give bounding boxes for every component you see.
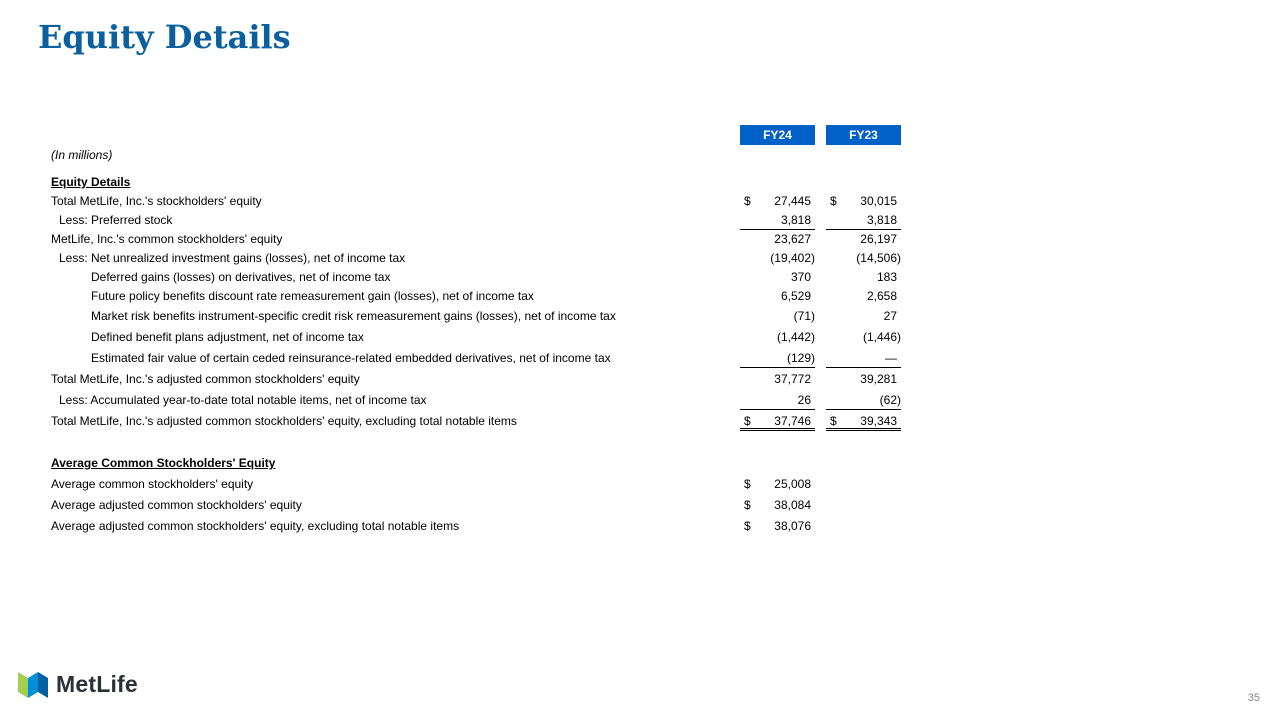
fy23-value: — [885, 351, 897, 365]
row-label: Deferred gains (losses) on derivatives, net of income tax [91, 270, 391, 284]
subtotal-rule [826, 409, 901, 410]
currency-symbol: $ [830, 194, 837, 208]
subtotal-rule [740, 409, 815, 410]
row-label: Total MetLife, Inc.'s adjusted common stockholders' equity, excluding total notable items [51, 414, 517, 428]
subtotal-rule [740, 367, 815, 368]
fy24-value: 27,445 [774, 194, 811, 208]
fy23-value: 39,343 [860, 414, 897, 428]
fy23-value: 183 [876, 270, 897, 284]
subtotal-rule [826, 229, 901, 230]
total-double-rule [740, 428, 815, 431]
fy23-value: 39,281 [860, 372, 897, 386]
fy24-value: (71) [793, 309, 815, 323]
row-label: Total MetLife, Inc.'s stockholders' equity [51, 194, 262, 208]
fy24-value: 38,084 [774, 498, 811, 512]
currency-symbol: $ [744, 519, 751, 533]
fy23-value: (1,446) [862, 330, 901, 344]
page-title: Equity Details [38, 18, 291, 56]
units-note: (In millions) [51, 148, 113, 162]
row-label: Average adjusted common stockholders' equity [51, 498, 302, 512]
fy24-value: 25,008 [774, 477, 811, 491]
row-label: Future policy benefits discount rate remeasurement gain (losses), net of income tax [91, 289, 534, 303]
row-label: Less: Net unrealized investment gains (losses), net of income tax [59, 251, 406, 265]
currency-symbol: $ [744, 477, 751, 491]
row-label: MetLife, Inc.'s common stockholders' equity [51, 232, 283, 246]
subtotal-rule [826, 367, 901, 368]
fy23-value: 30,015 [860, 194, 897, 208]
section-title-equity-details: Equity Details [51, 175, 131, 189]
row-label: Total MetLife, Inc.'s adjusted common stockholders' equity [51, 372, 360, 386]
fy24-value: 3,818 [780, 213, 811, 227]
fy24-value: 23,627 [774, 232, 811, 246]
currency-symbol: $ [744, 194, 751, 208]
fy24-value: 38,076 [774, 519, 811, 533]
fy23-value: 3,818 [866, 213, 897, 227]
column-header-fy24: FY24 [740, 125, 815, 145]
row-label: Average adjusted common stockholders' equity, excluding total notable items [51, 519, 460, 533]
fy23-value: 26,197 [860, 232, 897, 246]
row-label: Less: Preferred stock [59, 213, 173, 227]
fy24-value: 37,746 [774, 414, 811, 428]
section-title-average-equity: Average Common Stockholders' Equity [51, 456, 276, 470]
metlife-logo [18, 670, 138, 698]
fy23-value: (62) [879, 393, 901, 407]
fy24-value: 370 [790, 270, 811, 284]
fy24-value: 26 [797, 393, 811, 407]
row-label: Estimated fair value of certain ceded reinsurance-related embedded derivatives, net of income tax [91, 351, 611, 365]
logo-text: MetLife [56, 670, 138, 697]
row-label: Average common stockholders' equity [51, 477, 254, 491]
row-label: Defined benefit plans adjustment, net of income tax [91, 330, 364, 344]
total-double-rule [826, 428, 901, 431]
metlife-logo-icon [18, 670, 48, 698]
row-label: Less: Accumulated year-to-date total notable items, net of income tax [59, 393, 427, 407]
currency-symbol: $ [830, 414, 837, 428]
subtotal-rule [740, 229, 815, 230]
fy23-value: (14,506) [856, 251, 901, 265]
column-header-fy23: FY23 [826, 125, 901, 145]
fy23-value: 27 [883, 309, 897, 323]
fy24-value: 6,529 [780, 289, 811, 303]
page-number: 35 [1247, 692, 1260, 704]
fy24-value: (129) [786, 351, 815, 365]
fy23-value: 2,658 [866, 289, 897, 303]
currency-symbol: $ [744, 498, 751, 512]
row-label: Market risk benefits instrument-specific credit risk remeasurement gains (losses), net of income tax [91, 309, 616, 323]
currency-symbol: $ [744, 414, 751, 428]
fy24-value: 37,772 [774, 372, 811, 386]
fy24-value: (19,402) [770, 251, 815, 265]
fy24-value: (1,442) [776, 330, 815, 344]
